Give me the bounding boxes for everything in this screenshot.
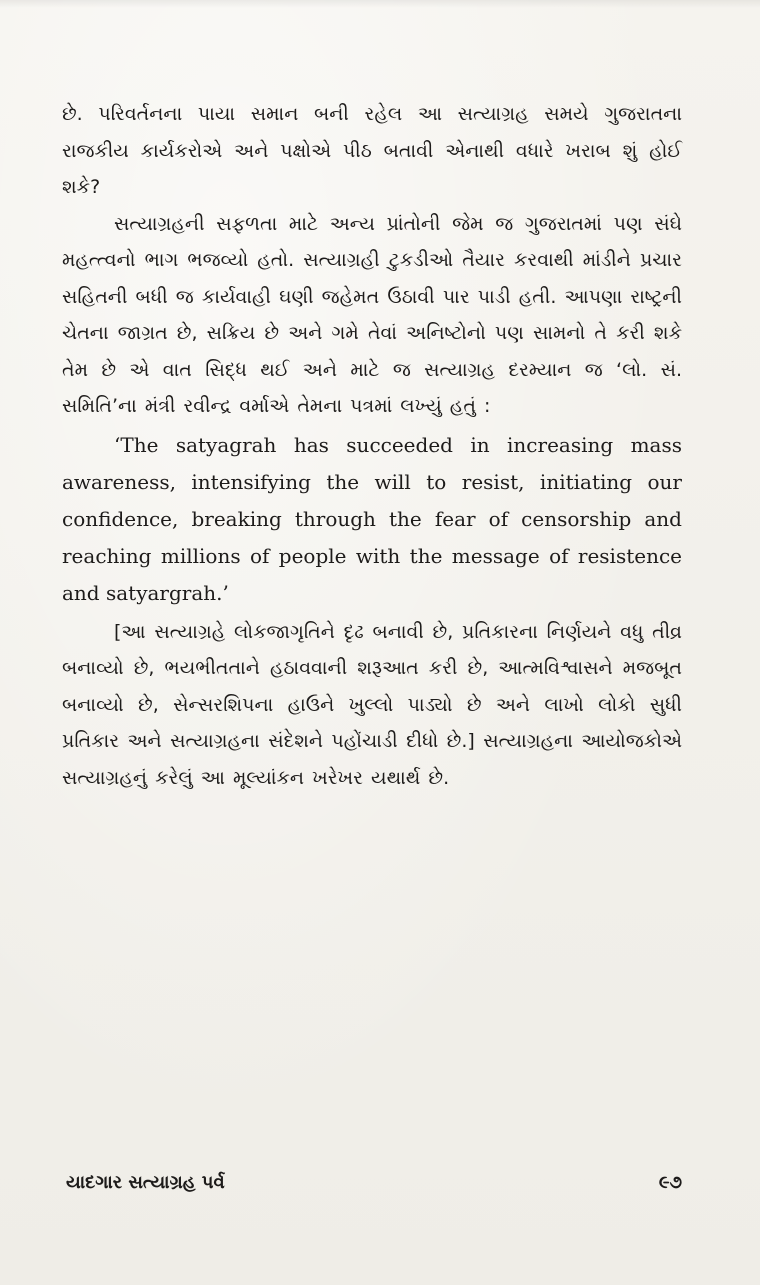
page-footer [66,1172,682,1193]
paragraph-translation: [આ સત્યાગ્રહે લોકજાગૃતિને દૃઢ બનાવી છે, પ્રતિકારના નિર્ણયને વધુ તીવ્ર બનાવ્યો છે, ભયભીતતાને હઠાવવાની શરૂઆત કરી છે, આત્મવિશ્વાસને મજબૂત બનાવ્યો છે, સેન્સરશિપના હાઉને ખુલ્લો પાડ્યો છે અને લાખો લોકો સુધી પ્રતિકાર અને સત્યાગ્રહના સંદેશને પહોંચાડી દીધો છે.] સત્યાગ્રહના આયોજકોએ સત્યાગ્રહનું કરેલું આ મૂલ્યાંકન ખરેખર યથાર્થ છે. [62,620,682,789]
page-number: ૯૭ [658,1172,682,1193]
paragraph-continuation: છે. પરિવર્તનના પાયા સમાન બની રહેલ આ સત્યાગ્રહ સમયે ગુજરાતના રાજકીય કાર્યકરોએ અને પક્ષોએ પીઠ બતાવી એનાથી વધારે ખરાબ શું હોઈ શકે? [62,103,682,198]
paragraph-sangh-role: સત્યાગ્રહની સફળતા માટે અન્ય પ્રાંતોની જેમ જ ગુજરાતમાં પણ સંઘે મહત્ત્વનો ભાગ ભજવ્યો હતો. સત્યાગ્રહી ટુકડીઓ તૈયાર કરવાથી માંડીને પ્રચાર સહિતની બધી જ કાર્યવાહી ઘણી જહેમત ઉઠાવી પાર પાડી હતી. આપણા રાષ્ટ્રની ચેતના જાગ્રત છે, સક્રિય છે અને ગમે તેવાં અનિષ્ટોનો પણ સામનો તે કરી શકે તેમ છે એ વાત સિદ્ધ થઈ અને માટે જ સત્યાગ્રહ દરમ્યાન જ ‘લો. સં. સમિતિ’ના મંત્રી રવીન્દ્ર વર્માએ તેમના પત્રમાં લખ્યું હતું : [62,212,682,417]
page-body [62,96,682,796]
english-quote: ‘The satyagrah has succeeded in increasing mass awareness, intensifying the will to resist, initiating our confidence, breaking through the fear of censorship and reaching millions of people with the message of resistence and satyargrah.’ [62,432,682,605]
page-top-shadow [0,0,760,8]
running-title: યાદગાર સત્યાગ્રહ પર્વ [66,1172,225,1193]
